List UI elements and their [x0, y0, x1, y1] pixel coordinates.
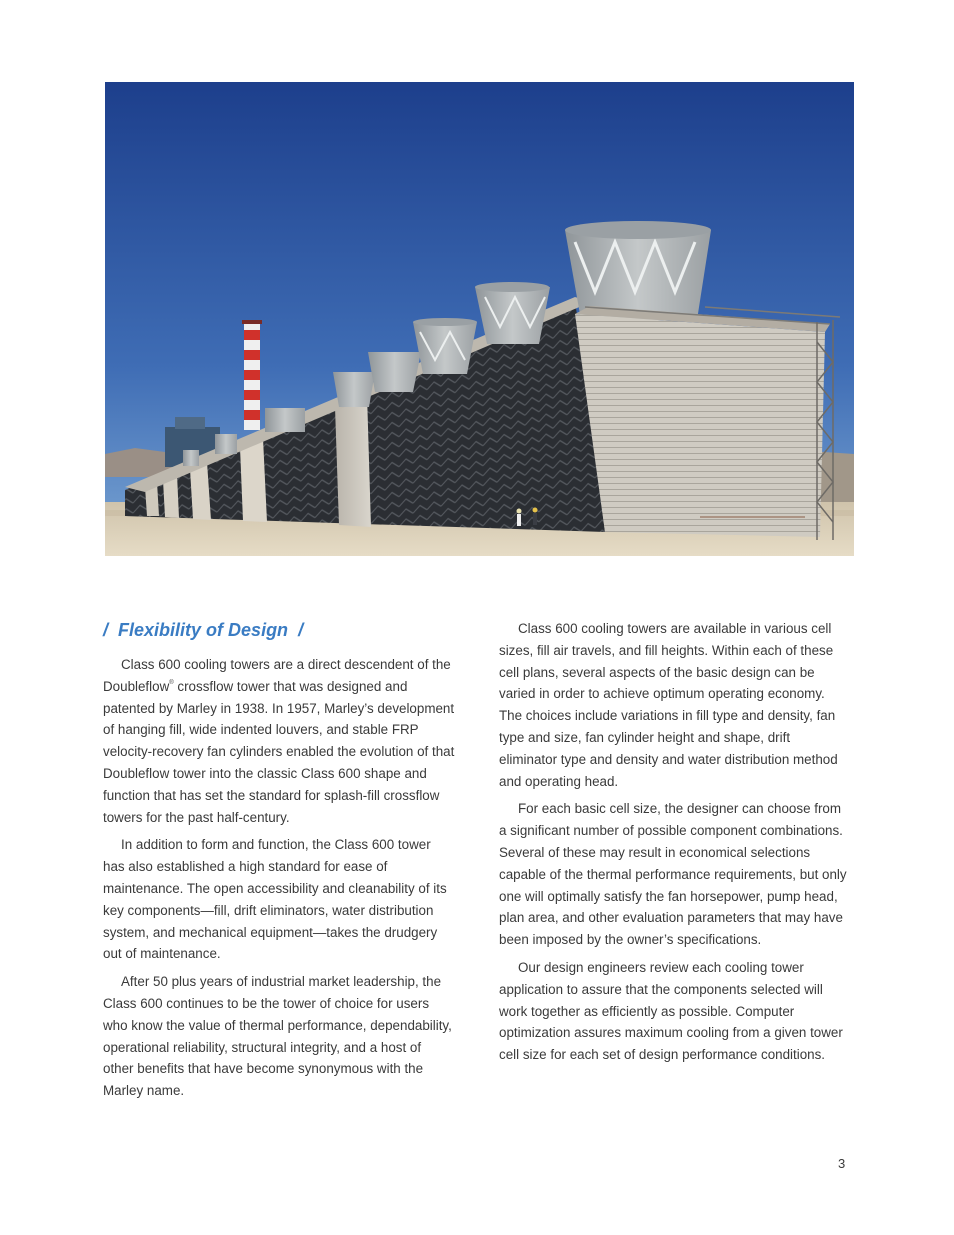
page-number: 3 [838, 1156, 846, 1171]
right-paragraph-2: For each basic cell size, the designer can choose from a significant number of possible component combinations. Several of these may result in economical selections capable of the thermal performance requirements, but only one will optimally satisfy the fan horsepower, pump head, plan area, and other evaluation parameters that may have been imposed by the owner’s specifications. [499, 801, 847, 948]
heading-slash-right: / [298, 620, 304, 640]
section-heading [103, 620, 463, 641]
left-p1-after: crossflow tower that was designed and patented by Marley in 1938. In 1957, Marley’s development of hanging fill, wide indented louvers, and stable FRP velocity-recovery fan cylinders enabled the evolution of that Doubleflow tower into the classic Class 600 shape and function that has set the standard for splash-fill crossflow towers for the past half-century. [103, 678, 455, 825]
registered-mark: ® [169, 679, 174, 686]
cooling-tower-illustration [105, 82, 854, 556]
right-paragraph-3: Our design engineers review each cooling tower application to assure that the components selected will work together as efficiently as possible. Computer optimization assures maximum cooling from a given tower cell size for each set of design performance conditions. [499, 959, 843, 1063]
left-paragraph-3: After 50 plus years of industrial market leadership, the Class 600 continues to be the tower of choice for users who know the value of thermal performance, dependability, operational reliability, structural integrity, and a host of other benefits that have become synonymous with the Marley name. [103, 974, 452, 1099]
right-column [499, 618, 851, 1072]
left-p1-before: Class 600 cooling towers are a direct descendent of the Doubleflow [103, 657, 451, 694]
cooling-tower-photo [105, 82, 854, 556]
right-paragraph-1: Class 600 cooling towers are available in various cell sizes, fill air travels, and fill heights. Within each of these cell plans, several aspects of the basic design can be varied in order to achieve optimum operating economy. The choices include variations in fill type and density, fan type and size, fan cylinder height and shape, drift eliminator type and density and water distribution method and operating head. [499, 621, 838, 789]
left-column [103, 654, 455, 1108]
left-paragraph-2: In addition to form and function, the Class 600 tower has also established a high standard for ease of maintenance. The open accessibility and cleanability of its key components—fill, drift eliminators, water distribution system, and mechanical equipment—takes the drudgery out of maintenance. [103, 837, 447, 962]
smokestack [242, 320, 262, 430]
left-paragraph-1 [103, 654, 455, 828]
heading-title: Flexibility of Design [118, 620, 289, 640]
heading-slash-left: / [103, 620, 109, 640]
